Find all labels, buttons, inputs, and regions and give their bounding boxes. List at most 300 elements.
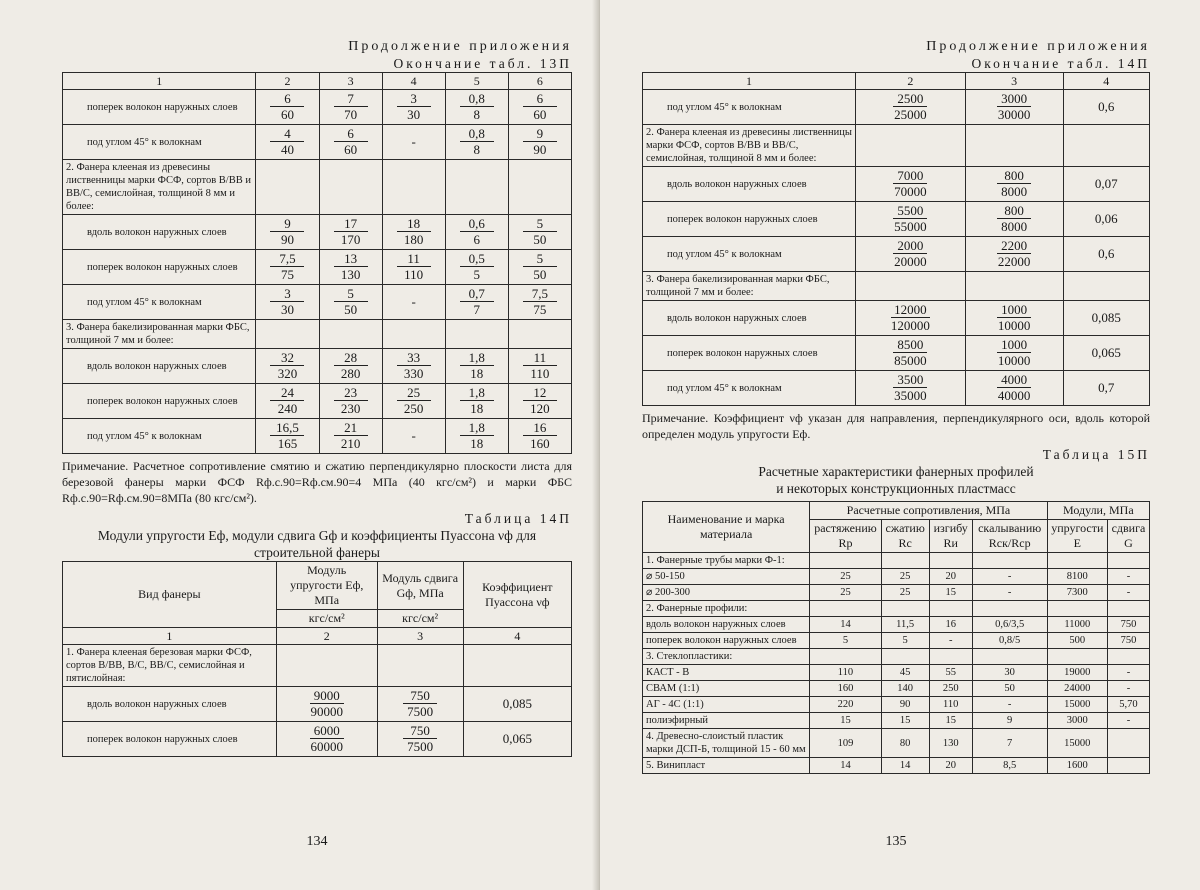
value-cell: -: [929, 633, 972, 649]
empty-cell: [1063, 125, 1150, 167]
empty-cell: [256, 320, 319, 349]
fraction-value: [460, 385, 494, 416]
row-name: полиэфирный: [643, 713, 810, 729]
fraction-numerator: 11: [523, 350, 557, 366]
value-cell: [508, 90, 571, 125]
header-p: растяжению Rр: [810, 520, 881, 553]
group-label: 2. Фанера клееная из древесины лиственницы марки ФСФ, сортов В/ВВ и ВВ/С, семислойная, толщиной 8 мм и более:: [63, 160, 256, 215]
fraction-denominator: 90: [280, 232, 294, 247]
fraction-value: [334, 420, 368, 451]
row-name: под углом 45° к волокнам: [643, 237, 856, 272]
fraction-numerator: 0,8: [460, 126, 494, 142]
page-number-right: 135: [885, 834, 907, 849]
fraction-denominator: 35000: [894, 388, 927, 403]
table-row: [63, 215, 572, 250]
fraction-denominator: 75: [533, 302, 547, 317]
value-cell: 0,8/5: [972, 633, 1047, 649]
column-number: 2: [276, 628, 377, 645]
value-cell: 130: [929, 729, 972, 758]
row-name: вдоль волокон наружных слоев: [643, 617, 810, 633]
fraction-value: [893, 337, 927, 368]
value-cell: [1107, 601, 1149, 617]
header-kind: Вид фанеры: [63, 562, 277, 628]
value-cell: -: [1107, 665, 1149, 681]
empty-cell: [1063, 272, 1150, 301]
fraction-denominator: 20000: [894, 254, 927, 269]
value-k: 0,085: [1063, 301, 1150, 336]
value-k: 0,6: [1063, 237, 1150, 272]
table-15p-caption: Таблица 15П: [1042, 447, 1150, 462]
column-number: 2: [855, 73, 965, 90]
fraction-denominator: 55000: [894, 219, 927, 234]
empty-cell: [276, 645, 377, 687]
fraction-value: [397, 216, 431, 247]
value-cell: [929, 601, 972, 617]
value-cell: 15000: [1047, 729, 1107, 758]
header-e: упругости E: [1047, 520, 1107, 553]
row-name: 5. Винипласт: [643, 758, 810, 774]
unit-e: кгс/см²: [276, 610, 377, 628]
fraction-value: [397, 294, 431, 309]
fraction-numerator: 7,5: [270, 251, 304, 267]
fraction-value: [893, 238, 927, 269]
header-g: Модуль сдвига Gф, МПа: [377, 562, 463, 610]
value-cell: 7300: [1047, 585, 1107, 601]
fraction-denominator: 120: [530, 401, 550, 416]
fraction-value: [334, 216, 368, 247]
value-cell: [881, 649, 929, 665]
header-c: сжатию Rс: [881, 520, 929, 553]
fraction-denominator: 90: [533, 142, 547, 157]
value-cell: -: [1107, 585, 1149, 601]
fraction-numerator: 9: [523, 126, 557, 142]
value-cell: 110: [929, 697, 972, 713]
fraction-numerator: 8500: [893, 337, 927, 353]
value-g: [965, 336, 1063, 371]
value-cell: 15: [810, 713, 881, 729]
value-g: [965, 301, 1063, 336]
value-k: 0,06: [1063, 202, 1150, 237]
fraction-numerator: 3500: [893, 372, 927, 388]
row-name: поперек волокон наружных слоев: [63, 250, 256, 285]
value-cell: [508, 285, 571, 320]
fraction-numerator: 7,5: [523, 286, 557, 302]
value-cell: 20: [929, 758, 972, 774]
fraction-denominator: 18: [470, 436, 484, 451]
value-cell: -: [1107, 681, 1149, 697]
fraction-denominator: 180: [403, 232, 424, 247]
fraction-value: [523, 251, 557, 282]
value-cell: 11,5: [881, 617, 929, 633]
value-cell: 19000: [1047, 665, 1107, 681]
value-e: [855, 301, 965, 336]
fraction-value: [403, 723, 437, 754]
value-cell: 750: [1107, 617, 1149, 633]
fraction-denominator: 8: [473, 142, 481, 157]
fraction-value: [460, 420, 494, 451]
column-number: 1: [643, 73, 856, 90]
value-k: 0,6: [1063, 90, 1150, 125]
fraction-denominator: 170: [340, 232, 361, 247]
value-cell: [1107, 649, 1149, 665]
table-row: [643, 729, 1150, 758]
row-name: вдоль волокон наружных слоев: [643, 167, 856, 202]
row-name: под углом 45° к волокнам: [63, 285, 256, 320]
fraction-denominator: 7500: [407, 704, 434, 719]
value-cell: 110: [810, 665, 881, 681]
fraction-value: [270, 286, 304, 317]
fraction-denominator: 160: [530, 436, 550, 451]
fraction-denominator: 30000: [997, 107, 1031, 122]
value-cell: [445, 349, 508, 384]
fraction-numerator: 13: [334, 251, 368, 267]
table-number-row: [63, 628, 572, 645]
fraction-numerator: 1000: [997, 302, 1031, 318]
fraction-numerator: 1000: [997, 337, 1031, 353]
fraction-denominator: 50: [533, 267, 547, 282]
header-k: Коэффициент Пуассона νф: [463, 562, 571, 628]
fraction-value: [397, 134, 431, 149]
column-number: 3: [319, 73, 382, 90]
table-header-row: [63, 562, 572, 610]
table-row: [643, 301, 1150, 336]
value-cell: [382, 349, 445, 384]
table-header-row: [63, 73, 572, 90]
value-cell: [508, 384, 571, 419]
fraction-dash: -: [411, 294, 416, 309]
fraction-numerator: 5: [334, 286, 368, 302]
table-row: [643, 371, 1150, 406]
value-cell: [1047, 601, 1107, 617]
fraction-numerator: 7000: [893, 168, 927, 184]
fraction-value: [460, 251, 494, 282]
value-cell: 15: [929, 713, 972, 729]
fraction-numerator: 6: [523, 91, 557, 107]
fraction-numerator: 18: [397, 216, 431, 232]
fraction-denominator: 70: [344, 107, 358, 122]
fraction-denominator: 70000: [894, 184, 927, 199]
fraction-value: [403, 688, 437, 719]
value-cell: [1107, 553, 1149, 569]
fraction-value: [334, 251, 368, 282]
fraction-denominator: 280: [340, 366, 361, 381]
value-cell: [508, 349, 571, 384]
row-name: поперек волокон наружных слоев: [63, 90, 256, 125]
fraction-denominator: 30: [280, 302, 294, 317]
value-cell: 25: [810, 569, 881, 585]
row-name: вдоль волокон наружных слоев: [63, 687, 277, 722]
empty-cell: [463, 645, 571, 687]
column-number: 4: [463, 628, 571, 645]
value-cell: [382, 285, 445, 320]
table-row: [63, 384, 572, 419]
fraction-value: [270, 350, 304, 381]
value-cell: [810, 601, 881, 617]
value-cell: [810, 553, 881, 569]
column-number: 3: [377, 628, 463, 645]
fraction-value: [310, 723, 344, 754]
fraction-denominator: 60: [533, 107, 547, 122]
value-cell: [929, 553, 972, 569]
value-cell: -: [1107, 713, 1149, 729]
fraction-numerator: 800: [997, 168, 1031, 184]
table-row: [643, 617, 1150, 633]
empty-cell: [319, 160, 382, 215]
value-cell: 25: [881, 585, 929, 601]
fraction-value: [523, 91, 557, 122]
fraction-numerator: 25: [397, 385, 431, 401]
table-end-caption-right: Окончание табл. 14П: [971, 56, 1150, 71]
value-cell: [508, 419, 571, 454]
value-cell: 5: [881, 633, 929, 649]
fraction-value: [397, 91, 431, 122]
table-row: [63, 90, 572, 125]
value-cell: 8100: [1047, 569, 1107, 585]
fraction-numerator: 4000: [997, 372, 1031, 388]
value-cell: 14: [810, 617, 881, 633]
fraction-numerator: 16: [523, 420, 557, 436]
fraction-numerator: 750: [403, 688, 437, 704]
fraction-numerator: 24: [270, 385, 304, 401]
value-cell: 500: [1047, 633, 1107, 649]
fraction-value: [997, 91, 1031, 122]
group-row: [63, 320, 572, 349]
value-cell: -: [972, 697, 1047, 713]
value-g: [965, 371, 1063, 406]
table-15p: [642, 501, 1150, 774]
fraction-numerator: 3: [397, 91, 431, 107]
fraction-denominator: 8000: [1001, 184, 1028, 199]
table-row: [643, 336, 1150, 371]
value-cell: 20: [929, 569, 972, 585]
value-cell: [972, 649, 1047, 665]
fraction-numerator: 0,6: [460, 216, 494, 232]
value-cell: [382, 250, 445, 285]
table-15p-title-1: Расчетные характеристики фанерных профилей: [758, 464, 1034, 479]
column-number: 4: [382, 73, 445, 90]
table-row: [643, 665, 1150, 681]
row-name: под углом 45° к волокнам: [63, 419, 256, 454]
fraction-value: [397, 350, 431, 381]
fraction-value: [523, 385, 557, 416]
fraction-dash: -: [411, 134, 416, 149]
row-name: поперек волокон наружных слоев: [643, 633, 810, 649]
value-cell: [445, 285, 508, 320]
fraction-denominator: 40: [280, 142, 294, 157]
fraction-denominator: 130: [340, 267, 361, 282]
fraction-numerator: 6000: [310, 723, 344, 739]
value-g: [965, 237, 1063, 272]
value-cell: 140: [881, 681, 929, 697]
fraction-value: [460, 216, 494, 247]
fraction-value: [997, 238, 1031, 269]
header-e: Модуль упругости Eф, МПа: [276, 562, 377, 610]
value-cell: 750: [1107, 633, 1149, 649]
fraction-numerator: 28: [334, 350, 368, 366]
value-e: [855, 202, 965, 237]
fraction-denominator: 7: [473, 302, 481, 317]
table-row: [643, 553, 1150, 569]
table-14p: [62, 561, 572, 757]
fraction-value: [460, 126, 494, 157]
value-cell: 220: [810, 697, 881, 713]
row-name: ⌀ 50-150: [643, 569, 810, 585]
table-row: [63, 349, 572, 384]
header-name: Наименование и марка материала: [643, 502, 810, 553]
table-row: [63, 125, 572, 160]
fraction-denominator: 60: [344, 142, 358, 157]
value-cell: [382, 215, 445, 250]
fraction-denominator: 60000: [310, 739, 343, 754]
empty-cell: [256, 160, 319, 215]
fraction-value: [891, 302, 930, 333]
value-cell: [319, 250, 382, 285]
value-e: [276, 722, 377, 757]
fraction-numerator: 6: [334, 126, 368, 142]
fraction-value: [460, 350, 494, 381]
row-name: под углом 45° к волокнам: [643, 371, 856, 406]
group-label: 3. Стеклопластики:: [643, 649, 810, 665]
group-row: [63, 160, 572, 215]
fraction-numerator: 3: [270, 286, 304, 302]
fraction-numerator: 0,7: [460, 286, 494, 302]
fraction-numerator: 1,8: [460, 385, 494, 401]
row-name: поперек волокон наружных слоев: [63, 722, 277, 757]
table-row: [643, 649, 1150, 665]
value-k: 0,07: [1063, 167, 1150, 202]
value-cell: 80: [881, 729, 929, 758]
fraction-denominator: 50: [344, 302, 358, 317]
value-cell: 11000: [1047, 617, 1107, 633]
empty-cell: [508, 160, 571, 215]
group-label: 1. Фанерные трубы марки Ф-1:: [643, 553, 810, 569]
value-cell: [929, 649, 972, 665]
table-14p-caption: Таблица 14П: [464, 511, 572, 526]
value-cell: [256, 419, 319, 454]
fraction-numerator: 2200: [997, 238, 1031, 254]
value-cell: 5: [810, 633, 881, 649]
value-e: [276, 687, 377, 722]
fraction-denominator: 25000: [894, 107, 927, 122]
fraction-value: [270, 126, 304, 157]
value-cell: 90: [881, 697, 929, 713]
table-row: [643, 713, 1150, 729]
table-row: [643, 202, 1150, 237]
value-cell: [508, 250, 571, 285]
value-cell: -: [1107, 569, 1149, 585]
fraction-denominator: 165: [277, 436, 298, 451]
fraction-numerator: 2500: [893, 91, 927, 107]
table-row: [643, 697, 1150, 713]
value-cell: 160: [810, 681, 881, 697]
group-row: [63, 645, 572, 687]
fraction-denominator: 8: [473, 107, 481, 122]
fraction-denominator: 110: [404, 267, 424, 282]
header-g: сдвига G: [1107, 520, 1149, 553]
empty-cell: [508, 320, 571, 349]
continuation-heading-right: Продолжение приложения: [926, 39, 1150, 54]
value-cell: 15: [929, 585, 972, 601]
table-header-row: [643, 502, 1150, 520]
value-cell: 15: [881, 713, 929, 729]
fraction-value: [523, 286, 557, 317]
value-cell: [319, 285, 382, 320]
table-13p: [62, 72, 572, 454]
value-cell: 1600: [1047, 758, 1107, 774]
table-row: [63, 250, 572, 285]
table-row: [643, 758, 1150, 774]
fraction-denominator: 5: [473, 267, 481, 282]
value-cell: 16: [929, 617, 972, 633]
fraction-value: [523, 216, 557, 247]
fraction-value: [997, 203, 1031, 234]
fraction-numerator: 7: [334, 91, 368, 107]
table-14p-end: [642, 72, 1150, 406]
value-cell: [382, 419, 445, 454]
value-cell: [256, 125, 319, 160]
value-cell: [445, 215, 508, 250]
header-moduli: Модули, МПа: [1047, 502, 1149, 520]
fraction-numerator: 16,5: [270, 420, 304, 436]
fraction-denominator: 120000: [890, 318, 930, 333]
group-label: 2. Фанера клееная из древесины лиственницы марки ФСФ, сортов В/ВВ и ВВ/С, семислойная, толщиной 8 мм и более:: [643, 125, 856, 167]
value-cell: [256, 215, 319, 250]
fraction-numerator: 750: [403, 723, 437, 739]
column-number: 5: [445, 73, 508, 90]
header-b: изгибу Rи: [929, 520, 972, 553]
fraction-value: [270, 420, 304, 451]
fraction-value: [397, 251, 431, 282]
fraction-denominator: 22000: [997, 254, 1031, 269]
fraction-value: [460, 91, 494, 122]
fraction-value: [334, 126, 368, 157]
fraction-numerator: 0,8: [460, 91, 494, 107]
fraction-denominator: 6: [473, 232, 481, 247]
table-row: [63, 722, 572, 757]
column-number: 6: [508, 73, 571, 90]
empty-cell: [319, 320, 382, 349]
fraction-denominator: 10000: [997, 318, 1031, 333]
value-cell: 0,6/3,5: [972, 617, 1047, 633]
fraction-numerator: 9: [270, 216, 304, 232]
fraction-value: [270, 385, 304, 416]
fraction-numerator: 800: [997, 203, 1031, 219]
fraction-denominator: 18: [470, 401, 484, 416]
column-number: 3: [965, 73, 1063, 90]
value-cell: 7: [972, 729, 1047, 758]
fraction-denominator: 7500: [407, 739, 434, 754]
continuation-heading: Продолжение приложения: [348, 39, 572, 54]
fraction-numerator: 11: [397, 251, 431, 267]
header-resistance: Расчетные сопротивления, МПа: [810, 502, 1047, 520]
value-cell: [881, 601, 929, 617]
value-cell: [256, 384, 319, 419]
fraction-value: [310, 688, 344, 719]
empty-cell: [855, 272, 965, 301]
value-cell: [1047, 649, 1107, 665]
value-cell: 5,70: [1107, 697, 1149, 713]
value-cell: 14: [881, 758, 929, 774]
value-cell: [972, 601, 1047, 617]
group-label: 1. Фанера клееная березовая марки ФСФ, сортов В/ВВ, В/С, ВВ/С, семислойная и пятислойная:: [63, 645, 277, 687]
fraction-denominator: 230: [340, 401, 361, 416]
row-name: поперек волокон наружных слоев: [643, 202, 856, 237]
fraction-numerator: 1,8: [460, 420, 494, 436]
fraction-numerator: 32: [270, 350, 304, 366]
table-row: [643, 585, 1150, 601]
fraction-value: [334, 350, 368, 381]
value-cell: [445, 250, 508, 285]
